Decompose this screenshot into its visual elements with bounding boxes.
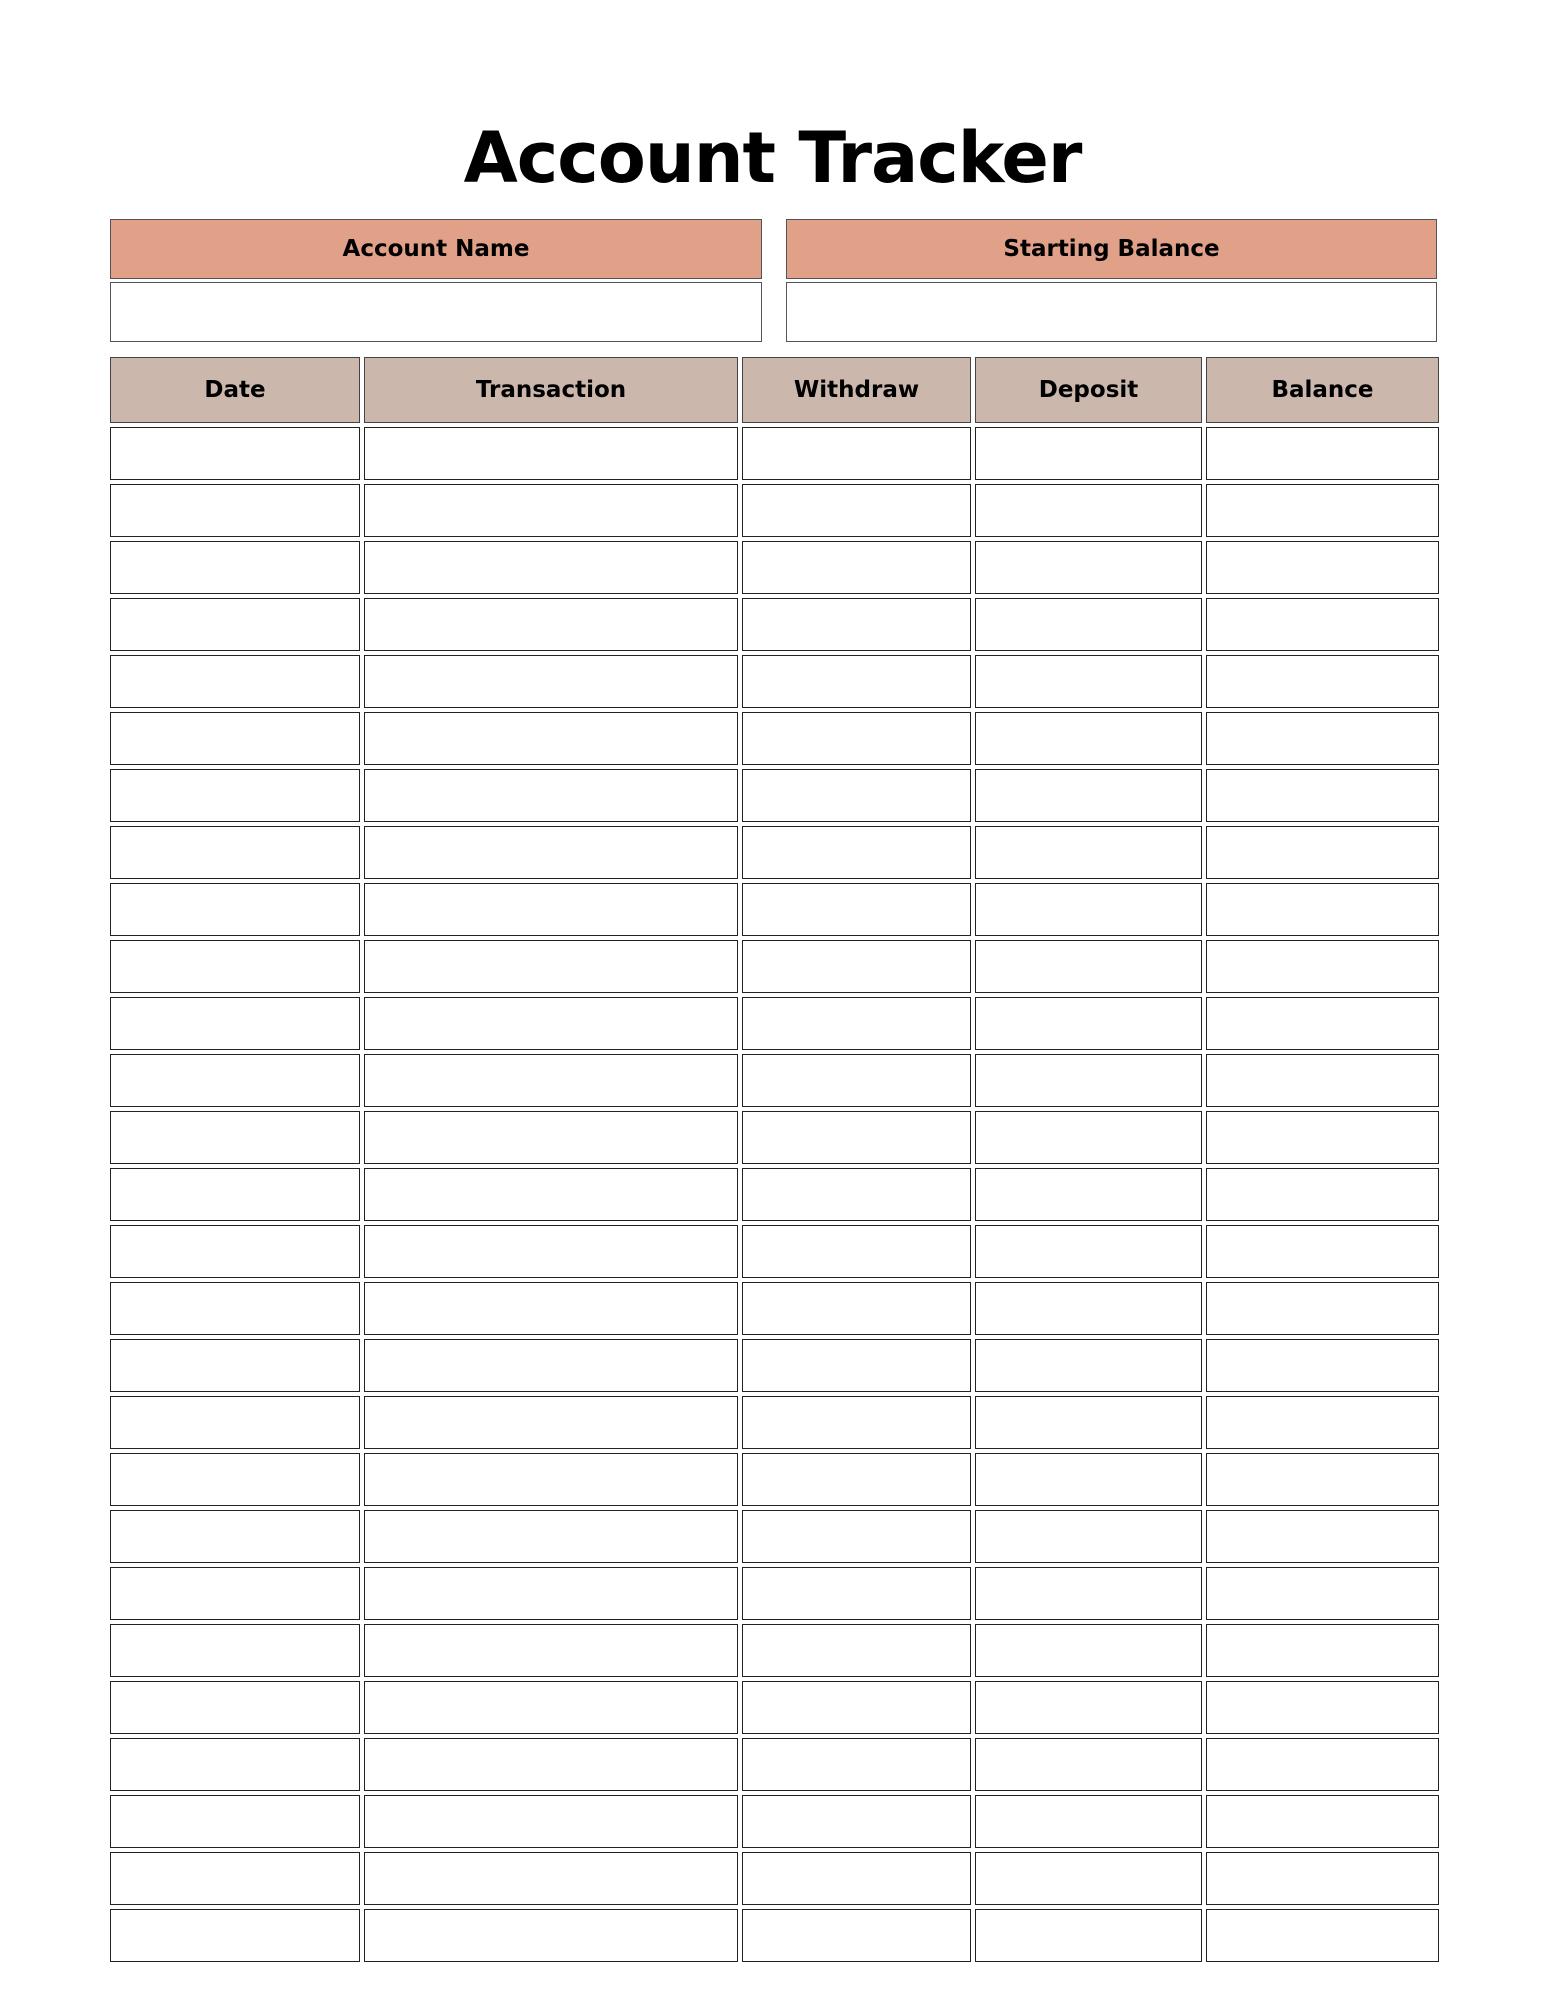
ledger-cell-withdraw[interactable] <box>742 1624 971 1677</box>
ledger-cell-balance[interactable] <box>1206 1681 1439 1734</box>
ledger-cell-transaction[interactable] <box>364 1453 738 1506</box>
ledger-cell-transaction[interactable] <box>364 1567 738 1620</box>
ledger-cell-withdraw[interactable] <box>742 883 971 936</box>
ledger-cell-withdraw[interactable] <box>742 1852 971 1905</box>
ledger-cell-transaction[interactable] <box>364 997 738 1050</box>
ledger-cell-withdraw[interactable] <box>742 1282 971 1335</box>
ledger-cell-transaction[interactable] <box>364 484 738 537</box>
ledger-cell-deposit[interactable] <box>975 1510 1202 1563</box>
ledger-cell-balance[interactable] <box>1206 1510 1439 1563</box>
ledger-cell-date[interactable] <box>110 1681 360 1734</box>
ledger-cell-transaction[interactable] <box>364 541 738 594</box>
ledger-cell-deposit[interactable] <box>975 712 1202 765</box>
ledger-cell-deposit[interactable] <box>975 997 1202 1050</box>
ledger-cell-date[interactable] <box>110 1909 360 1962</box>
ledger-cell-deposit[interactable] <box>975 1225 1202 1278</box>
ledger-cell-withdraw[interactable] <box>742 1738 971 1791</box>
ledger-cell-balance[interactable] <box>1206 997 1439 1050</box>
ledger-cell-date[interactable] <box>110 1795 360 1848</box>
ledger-cell-deposit[interactable] <box>975 1738 1202 1791</box>
ledger-cell-date[interactable] <box>110 1624 360 1677</box>
ledger-cell-deposit[interactable] <box>975 1909 1202 1962</box>
ledger-cell-date[interactable] <box>110 541 360 594</box>
ledger-cell-deposit[interactable] <box>975 1396 1202 1449</box>
ledger-cell-balance[interactable] <box>1206 769 1439 822</box>
ledger-cell-balance[interactable] <box>1206 940 1439 993</box>
ledger-cell-balance[interactable] <box>1206 1339 1439 1392</box>
ledger-cell-transaction[interactable] <box>364 1852 738 1905</box>
ledger-cell-withdraw[interactable] <box>742 712 971 765</box>
ledger-cell-transaction[interactable] <box>364 1282 738 1335</box>
ledger-cell-deposit[interactable] <box>975 1168 1202 1221</box>
ledger-cell-date[interactable] <box>110 598 360 651</box>
ledger-cell-balance[interactable] <box>1206 541 1439 594</box>
ledger-cell-balance[interactable] <box>1206 1282 1439 1335</box>
ledger-cell-date[interactable] <box>110 1339 360 1392</box>
column-header-deposit: Deposit <box>975 357 1202 423</box>
ledger-cell-withdraw[interactable] <box>742 598 971 651</box>
ledger-cell-deposit[interactable] <box>975 541 1202 594</box>
ledger-cell-date[interactable] <box>110 427 360 480</box>
ledger-cell-withdraw[interactable] <box>742 1111 971 1164</box>
ledger-cell-deposit[interactable] <box>975 427 1202 480</box>
ledger-cell-withdraw[interactable] <box>742 1453 971 1506</box>
ledger-cell-withdraw[interactable] <box>742 1510 971 1563</box>
ledger-cell-transaction[interactable] <box>364 1168 738 1221</box>
ledger-cell-transaction[interactable] <box>364 712 738 765</box>
ledger-cell-withdraw[interactable] <box>742 1567 971 1620</box>
ledger-cell-deposit[interactable] <box>975 1111 1202 1164</box>
page-title: Account Tracker <box>463 117 1082 199</box>
ledger-cell-deposit[interactable] <box>975 940 1202 993</box>
ledger-cell-balance[interactable] <box>1206 1909 1439 1962</box>
ledger-cell-withdraw[interactable] <box>742 484 971 537</box>
ledger-cell-withdraw[interactable] <box>742 769 971 822</box>
ledger-cell-deposit[interactable] <box>975 1624 1202 1677</box>
ledger-cell-transaction[interactable] <box>364 826 738 879</box>
ledger-cell-deposit[interactable] <box>975 826 1202 879</box>
ledger-cell-balance[interactable] <box>1206 1453 1439 1506</box>
ledger-cell-balance[interactable] <box>1206 1795 1439 1848</box>
ledger-cell-balance[interactable] <box>1206 1567 1439 1620</box>
ledger-cell-withdraw[interactable] <box>742 997 971 1050</box>
ledger-cell-transaction[interactable] <box>364 598 738 651</box>
ledger-cell-withdraw[interactable] <box>742 1168 971 1221</box>
ledger-cell-deposit[interactable] <box>975 1681 1202 1734</box>
starting-balance-field[interactable] <box>786 282 1437 342</box>
ledger-cell-date[interactable] <box>110 1510 360 1563</box>
ledger-cell-deposit[interactable] <box>975 655 1202 708</box>
ledger-cell-withdraw[interactable] <box>742 826 971 879</box>
account-name-label: Account Name <box>110 219 762 279</box>
ledger-cell-withdraw[interactable] <box>742 1795 971 1848</box>
ledger-cell-balance[interactable] <box>1206 484 1439 537</box>
ledger-cell-transaction[interactable] <box>364 940 738 993</box>
ledger-cell-balance[interactable] <box>1206 1624 1439 1677</box>
ledger-cell-date[interactable] <box>110 1852 360 1905</box>
ledger-cell-deposit[interactable] <box>975 769 1202 822</box>
ledger-cell-date[interactable] <box>110 1396 360 1449</box>
ledger-cell-deposit[interactable] <box>975 1339 1202 1392</box>
ledger-cell-date[interactable] <box>110 1738 360 1791</box>
ledger-cell-balance[interactable] <box>1206 712 1439 765</box>
ledger-cell-date[interactable] <box>110 1111 360 1164</box>
ledger-cell-date[interactable] <box>110 826 360 879</box>
ledger-cell-date[interactable] <box>110 1567 360 1620</box>
ledger-cell-balance[interactable] <box>1206 1054 1439 1107</box>
ledger-cell-transaction[interactable] <box>364 1909 738 1962</box>
ledger-cell-transaction[interactable] <box>364 1681 738 1734</box>
column-header-transaction: Transaction <box>364 357 738 423</box>
ledger-cell-balance[interactable] <box>1206 1168 1439 1221</box>
ledger-cell-withdraw[interactable] <box>742 940 971 993</box>
ledger-cell-transaction[interactable] <box>364 1738 738 1791</box>
ledger-cell-withdraw[interactable] <box>742 541 971 594</box>
ledger-cell-balance[interactable] <box>1206 883 1439 936</box>
ledger-cell-transaction[interactable] <box>364 1054 738 1107</box>
ledger-cell-withdraw[interactable] <box>742 1909 971 1962</box>
ledger-cell-deposit[interactable] <box>975 1453 1202 1506</box>
ledger-cell-withdraw[interactable] <box>742 1339 971 1392</box>
ledger-cell-date[interactable] <box>110 1054 360 1107</box>
ledger-cell-transaction[interactable] <box>364 883 738 936</box>
ledger-cell-date[interactable] <box>110 883 360 936</box>
ledger-cell-deposit[interactable] <box>975 1795 1202 1848</box>
ledger-cell-date[interactable] <box>110 484 360 537</box>
ledger-cell-withdraw[interactable] <box>742 427 971 480</box>
ledger-cell-balance[interactable] <box>1206 1738 1439 1791</box>
ledger-cell-date[interactable] <box>110 655 360 708</box>
ledger-cell-transaction[interactable] <box>364 655 738 708</box>
ledger-cell-transaction[interactable] <box>364 1396 738 1449</box>
ledger-cell-date[interactable] <box>110 940 360 993</box>
ledger-cell-withdraw[interactable] <box>742 1681 971 1734</box>
ledger-cell-date[interactable] <box>110 1453 360 1506</box>
ledger-cell-withdraw[interactable] <box>742 1225 971 1278</box>
ledger-cell-deposit[interactable] <box>975 1852 1202 1905</box>
ledger-cell-transaction[interactable] <box>364 427 738 480</box>
ledger-cell-balance[interactable] <box>1206 598 1439 651</box>
ledger-cell-date[interactable] <box>110 997 360 1050</box>
ledger-cell-transaction[interactable] <box>364 769 738 822</box>
ledger-cell-balance[interactable] <box>1206 655 1439 708</box>
ledger-cell-transaction[interactable] <box>364 1111 738 1164</box>
ledger-cell-transaction[interactable] <box>364 1225 738 1278</box>
ledger-cell-balance[interactable] <box>1206 1396 1439 1449</box>
ledger-cell-transaction[interactable] <box>364 1624 738 1677</box>
column-header-balance: Balance <box>1206 357 1439 423</box>
ledger-cell-deposit[interactable] <box>975 484 1202 537</box>
ledger-cell-date[interactable] <box>110 1282 360 1335</box>
ledger-cell-balance[interactable] <box>1206 826 1439 879</box>
account-name-field[interactable] <box>110 282 762 342</box>
ledger-cell-deposit[interactable] <box>975 598 1202 651</box>
column-header-withdraw: Withdraw <box>742 357 971 423</box>
ledger-cell-balance[interactable] <box>1206 1111 1439 1164</box>
ledger-cell-balance[interactable] <box>1206 1852 1439 1905</box>
ledger-cell-date[interactable] <box>110 1225 360 1278</box>
ledger-cell-withdraw[interactable] <box>742 1054 971 1107</box>
ledger-cell-deposit[interactable] <box>975 1054 1202 1107</box>
column-header-date: Date <box>110 357 360 423</box>
ledger-cell-transaction[interactable] <box>364 1510 738 1563</box>
starting-balance-label: Starting Balance <box>786 219 1437 279</box>
ledger-cell-balance[interactable] <box>1206 1225 1439 1278</box>
ledger-cell-date[interactable] <box>110 1168 360 1221</box>
ledger-cell-deposit[interactable] <box>975 883 1202 936</box>
ledger-cell-balance[interactable] <box>1206 427 1439 480</box>
ledger-cell-withdraw[interactable] <box>742 1396 971 1449</box>
ledger-cell-deposit[interactable] <box>975 1282 1202 1335</box>
ledger-cell-withdraw[interactable] <box>742 655 971 708</box>
ledger-cell-date[interactable] <box>110 712 360 765</box>
ledger-cell-transaction[interactable] <box>364 1795 738 1848</box>
ledger-cell-date[interactable] <box>110 769 360 822</box>
ledger-cell-transaction[interactable] <box>364 1339 738 1392</box>
ledger-cell-deposit[interactable] <box>975 1567 1202 1620</box>
